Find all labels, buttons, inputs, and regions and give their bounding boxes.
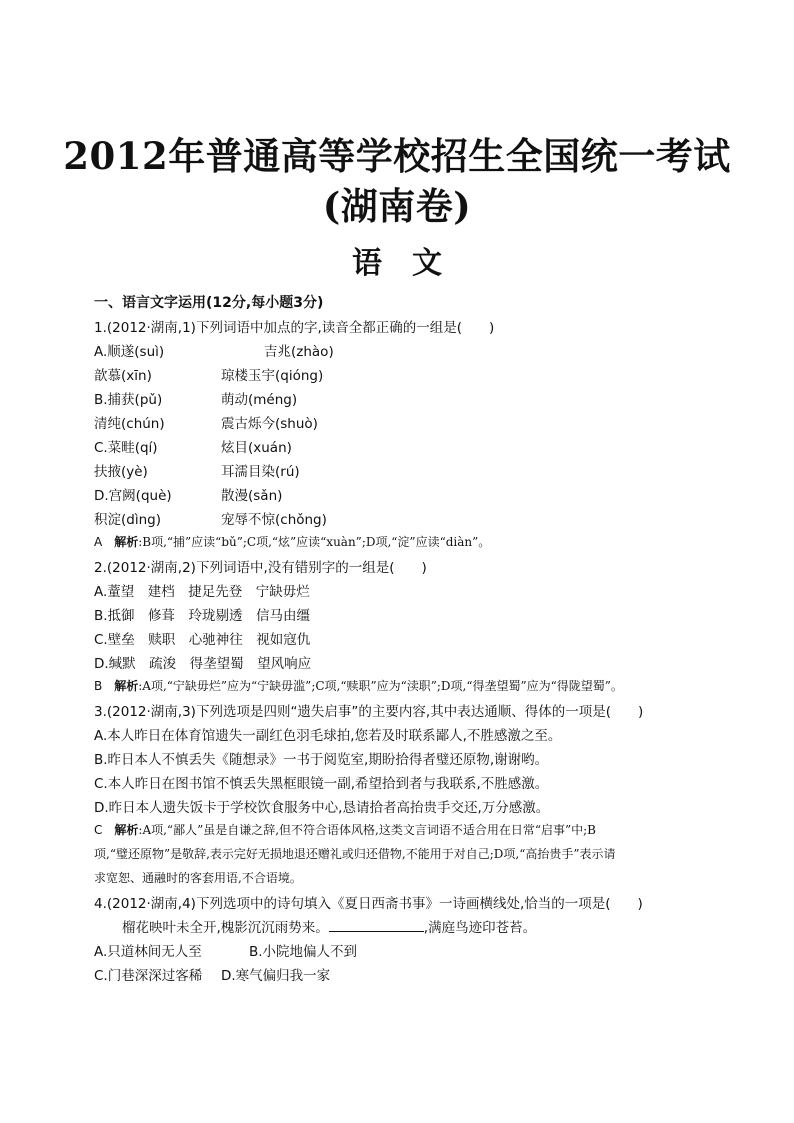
question-1-stem: 1.(2012·湖南,1)下列词语中加点的字,读音全都正确的一组是( ) xyxy=(94,320,495,336)
analysis-text: 求宽恕、通融时的客套用语,不合语境。 xyxy=(94,871,302,885)
question-2-stem: 2.(2012·湖南,2)下列词语中,没有错别字的一组是( ) xyxy=(94,560,427,576)
q2-option: C.壁垒 赎职 心驰神往 视如寇仇 xyxy=(94,632,311,648)
subject-heading: 语文 xyxy=(352,246,472,281)
q1-option-row xyxy=(94,388,298,408)
fill-blank xyxy=(329,919,424,932)
poem-line: 榴花映叶未全开,槐影沉沉雨势来。 xyxy=(122,920,329,936)
q2-option: A.蕫望 建档 捷足先登 宁缺毋烂 xyxy=(94,584,310,600)
question-4-stem: 4.(2012·湖南,4)下列选项中的诗句填入《夏日西斋书事》一诗画横线处,恰当的一项是( ) xyxy=(94,896,643,912)
q3-answer xyxy=(94,821,596,838)
page-title: 2012年普通高等学校招生全国统一考试 xyxy=(63,134,731,178)
q1-option-row xyxy=(94,412,318,432)
analysis-label: 解析 xyxy=(114,823,139,837)
q1-option-row xyxy=(94,436,292,456)
analysis-text: :A项,“宁缺毋烂”应为“宁缺毋滥”;C项,“赎职”应为“渎职”;D项,“得垄望蜀”应为“得陇望蜀”。 xyxy=(138,679,623,693)
page-subtitle: (湖南卷) xyxy=(322,184,472,228)
q1-item: 震古烁今(shuò) xyxy=(221,416,318,432)
answer-letter: C xyxy=(94,823,103,837)
q4-option-row xyxy=(94,964,331,984)
analysis-text: 项,“璧还原物”是敬辞,表示完好无损地退还赠礼或归还借物,不能用于对自己;D项,“高抬贵手”表示请 xyxy=(94,847,616,861)
q1-item: C.菜畦(qí) xyxy=(94,440,158,456)
q1-item: 吉兆(zhào) xyxy=(264,344,334,360)
analysis-label: 解析 xyxy=(114,535,139,549)
q1-item: 琼楼玉宇(qióng) xyxy=(221,368,324,384)
q3-option: B.昨日本人不慎丢失《随想录》一书于阅览室,期盼拾得者璧还原物,谢谢哟。 xyxy=(94,752,549,768)
q4-option-row xyxy=(94,940,358,960)
q1-option-row xyxy=(94,460,300,480)
q2-answer xyxy=(94,677,623,694)
poem-line: ,满庭鸟迹印苍苔。 xyxy=(423,920,537,936)
q1-item: 扶掖(yè) xyxy=(94,464,148,480)
q1-option-row xyxy=(94,364,324,384)
q4-option: A.只道林间无人至 xyxy=(94,944,202,960)
q3-option: C.本人昨日在图书馆不慎丢失黑框眼镜一副,希望拾到者与我联系,不胜感激。 xyxy=(94,776,549,792)
q1-option-row xyxy=(94,508,327,528)
q3-option: A.本人昨日在体育馆遗失一副红色羽毛球拍,您若及时联系鄙人,不胜感激之至。 xyxy=(94,728,562,744)
answer-letter: A xyxy=(94,535,103,549)
q1-item: 歆慕(xīn) xyxy=(94,368,152,384)
q1-item: B.捕获(pǔ) xyxy=(94,392,163,408)
q1-item: A.顺遂(suì) xyxy=(94,344,165,360)
q1-item: 积淀(dìng) xyxy=(94,512,161,528)
q1-option-row xyxy=(94,484,283,504)
q1-answer xyxy=(94,533,490,550)
q1-item: 清纯(chún) xyxy=(94,416,165,432)
q1-item: 宠辱不惊(chǒng) xyxy=(221,512,327,528)
q1-item: 耳濡目染(rú) xyxy=(221,464,300,480)
analysis-label: 解析 xyxy=(114,679,139,693)
q1-item: D.宫阙(què) xyxy=(94,488,172,504)
q1-item: 萌动(méng) xyxy=(221,392,298,408)
analysis-text: :A项,“鄙人”虽是自谦之辞,但不符合语体风格,这类文言词语不适合用在日常“启事”中;B xyxy=(138,823,596,837)
q4-option: B.小院地偏人不到 xyxy=(249,944,358,960)
q1-option-row xyxy=(94,340,334,360)
q4-option: C.门巷深深过客稀 xyxy=(94,968,203,984)
answer-letter: B xyxy=(94,679,103,693)
q4-poem xyxy=(94,916,536,936)
q2-option: D.缄默 疏浚 得垄望蜀 望风响应 xyxy=(94,656,312,672)
question-3-stem: 3.(2012·湖南,3)下列选项是四则“遗失启事”的主要内容,其中表达通顺、得体的一项是( ) xyxy=(94,704,644,720)
q3-option: D.昨日本人遗失饭卡于学校饮食服务中心,恳请拾者高抬贵手交还,万分感激。 xyxy=(94,800,550,816)
analysis-text: :B项,“捕”应读“bǔ”;C项,“炫”应读“xuàn”;D项,“淀”应读“diàn”。 xyxy=(138,535,491,549)
section-heading: 一、语言文字运用(12分,每小题3分) xyxy=(94,295,324,311)
q1-item: 散漫(sǎn) xyxy=(221,488,283,504)
q1-item: 炫目(xuán) xyxy=(221,440,292,456)
q2-option: B.抵御 修葺 玲珑剔透 信马由缰 xyxy=(94,608,311,624)
q4-option: D.寒气偏归我一家 xyxy=(221,968,331,984)
